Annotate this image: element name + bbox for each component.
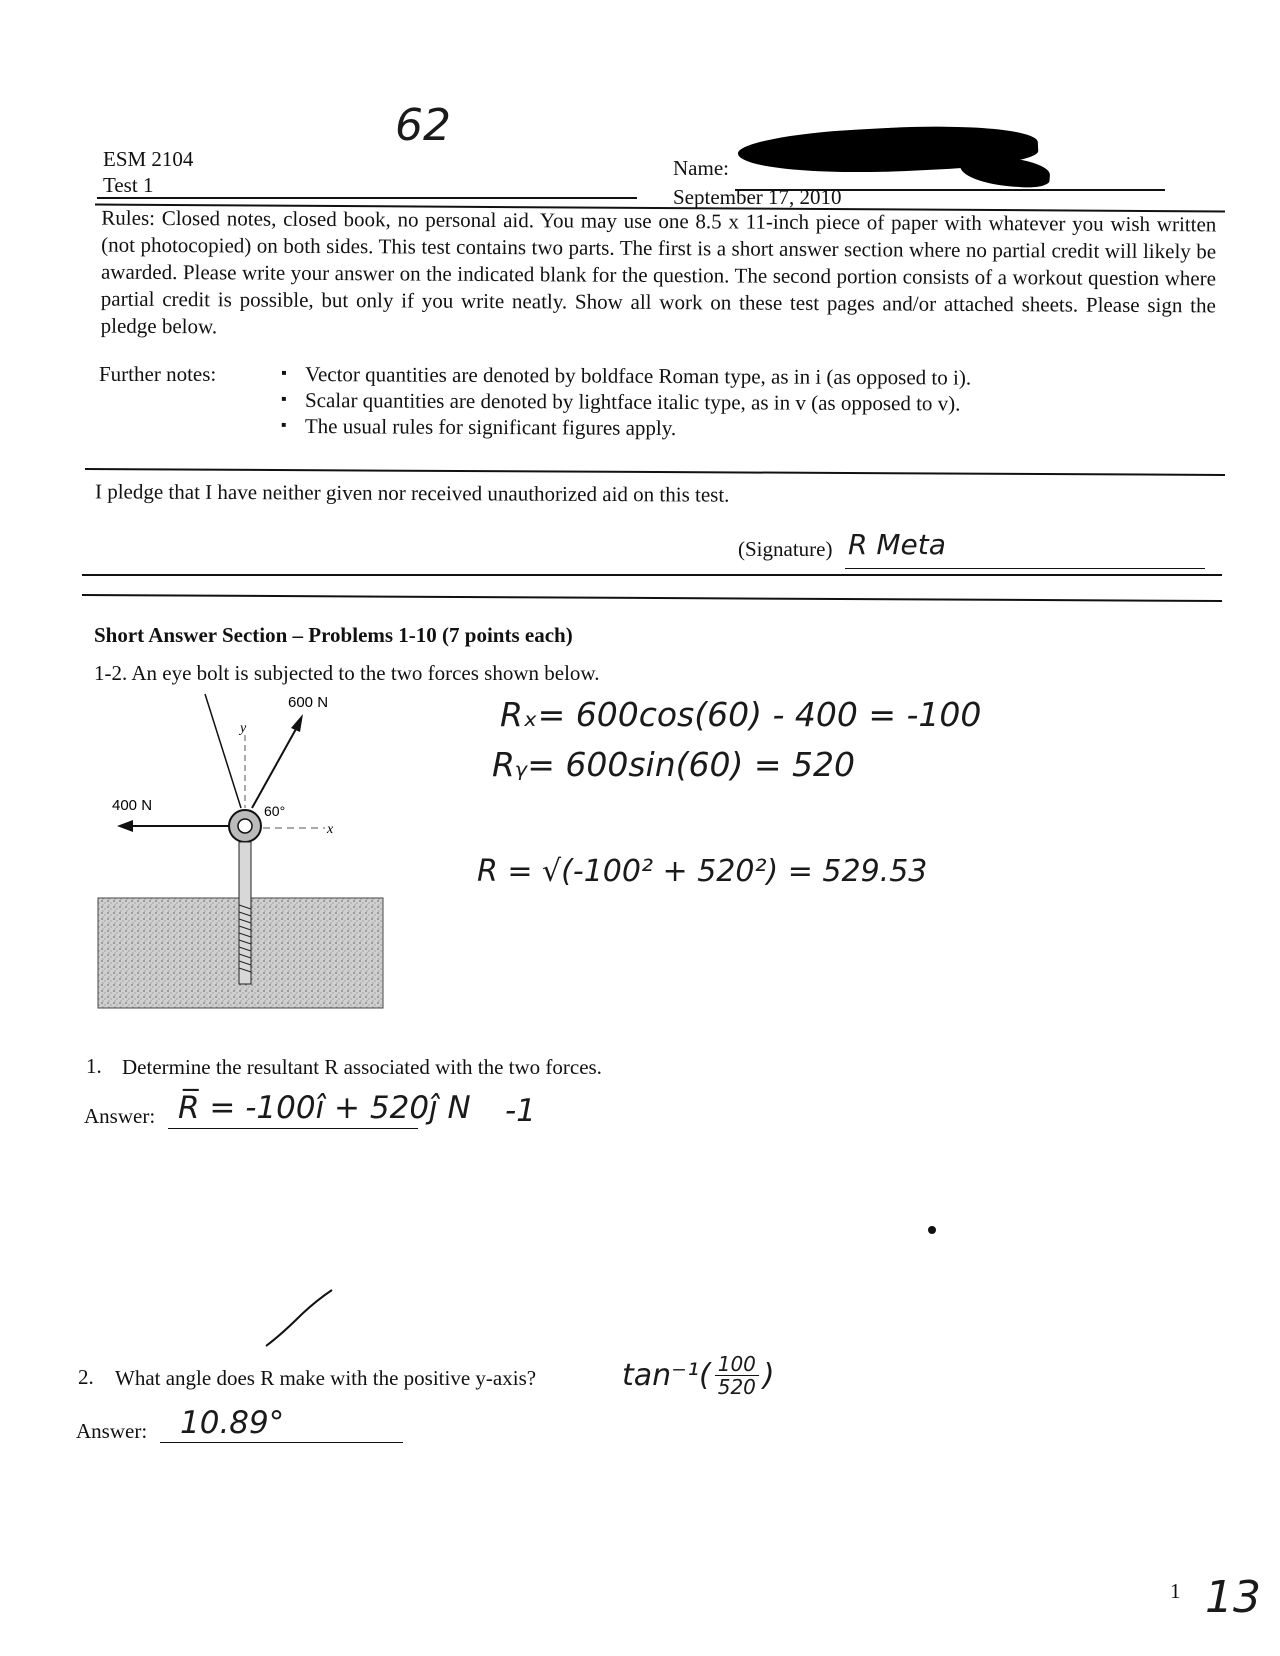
q1-answer-label: Answer:: [84, 1104, 156, 1128]
angle-label: 60°: [264, 803, 286, 819]
y-axis-label: y: [240, 721, 247, 736]
q2-work-suffix: ): [762, 1358, 775, 1393]
work-rx: Rₓ= 600cos(60) - 400 = -100: [500, 695, 982, 734]
test-label: Test 1: [103, 173, 154, 197]
q1-answer: R̅ = -100î + 520ĵ N: [178, 1090, 471, 1126]
note-item: ▪ The usual rules for significant figures apply.: [277, 413, 1077, 443]
section-title: Short Answer Section – Problems 1-10 (7 points each): [94, 623, 573, 647]
q1-deduction: -1: [505, 1093, 536, 1129]
note-item: ▪ Vector quantities are denoted by boldface Roman type, as in i (as opposed to i).: [277, 361, 1077, 391]
signature-line: [845, 568, 1205, 569]
check-mark-icon: [262, 1286, 342, 1356]
signature-label: (Signature): [738, 537, 833, 561]
pledge-text: I pledge that I have neither given nor received unauthorized aid on this test.: [94, 479, 730, 507]
force-line-left: [205, 694, 241, 808]
q2-number: 2.: [78, 1365, 94, 1389]
q2-work-denominator: 520: [717, 1375, 756, 1399]
score-mark: 62: [395, 100, 451, 151]
q1-answer-line: [168, 1128, 418, 1129]
q2-answer: 10.89°: [180, 1405, 285, 1441]
name-label: Name:: [673, 156, 729, 180]
page-score: 13: [1205, 1572, 1261, 1623]
force-600-arrowhead: [291, 714, 303, 732]
x-axis-label: x: [327, 822, 334, 837]
note-item: ▪ Scalar quantities are denoted by lightface italic type, as in v (as opposed to v).: [277, 387, 1077, 417]
test-date: September 17, 2010: [673, 185, 842, 209]
q1-number: 1.: [86, 1054, 102, 1078]
pledge-bottom-divider-2: [82, 594, 1222, 602]
force-600-line: [252, 720, 301, 808]
q2-answer-label: Answer:: [76, 1419, 148, 1443]
problem-intro: 1-2. An eye bolt is subjected to the two forces shown below.: [94, 661, 600, 685]
work-ry: Rᵧ= 600sin(60) = 520: [492, 745, 855, 784]
q2-work-prefix: tan⁻¹(: [622, 1358, 711, 1393]
redaction-mark-tail: [959, 155, 1051, 189]
q1-text: Determine the resultant R associated with the two forces.: [122, 1055, 602, 1079]
pledge-top-divider: [85, 468, 1225, 476]
pledge-bottom-divider: [82, 574, 1222, 576]
stray-dot: [928, 1226, 936, 1234]
q2-answer-line: [160, 1442, 403, 1443]
force-400-label: 400 N: [112, 797, 153, 814]
course-code: ESM 2104: [103, 147, 194, 171]
course-underline: [97, 197, 637, 199]
eye-ring-inner: [238, 819, 252, 833]
signature-mark: R Meta: [848, 528, 946, 561]
work-r: R = √(-100² + 520²) = 529.53: [477, 854, 928, 889]
force-600-label: 600 N: [288, 694, 329, 711]
rules-paragraph: Rules: Closed notes, closed book, no personal aid. You may use one 8.5 x 11-inch piece of paper with whatever you wish written (not photocopied) on both sides. This test contains two parts. The first is a short answer section where no partial credit will likely be awarded. Please write your answer on the indicated blank for the question. The second portion consists of a workout question where partial credit is possible, but only if you write neatly. Show all work on these test pages and/or attached sheets. Please sign the pledge below.: [100, 205, 1217, 339]
force-400-arrowhead: [117, 820, 133, 832]
q2-text: What angle does R make with the positive y-axis?: [115, 1366, 537, 1390]
further-notes-label: Further notes:: [99, 362, 217, 386]
q2-work-fraction: [715, 1353, 759, 1398]
q2-work: [622, 1353, 775, 1398]
page-number: 1: [1170, 1579, 1181, 1603]
q2-work-numerator: 100: [715, 1353, 759, 1376]
eye-bolt-figure: [95, 690, 435, 1010]
further-notes-list: [277, 361, 1077, 443]
